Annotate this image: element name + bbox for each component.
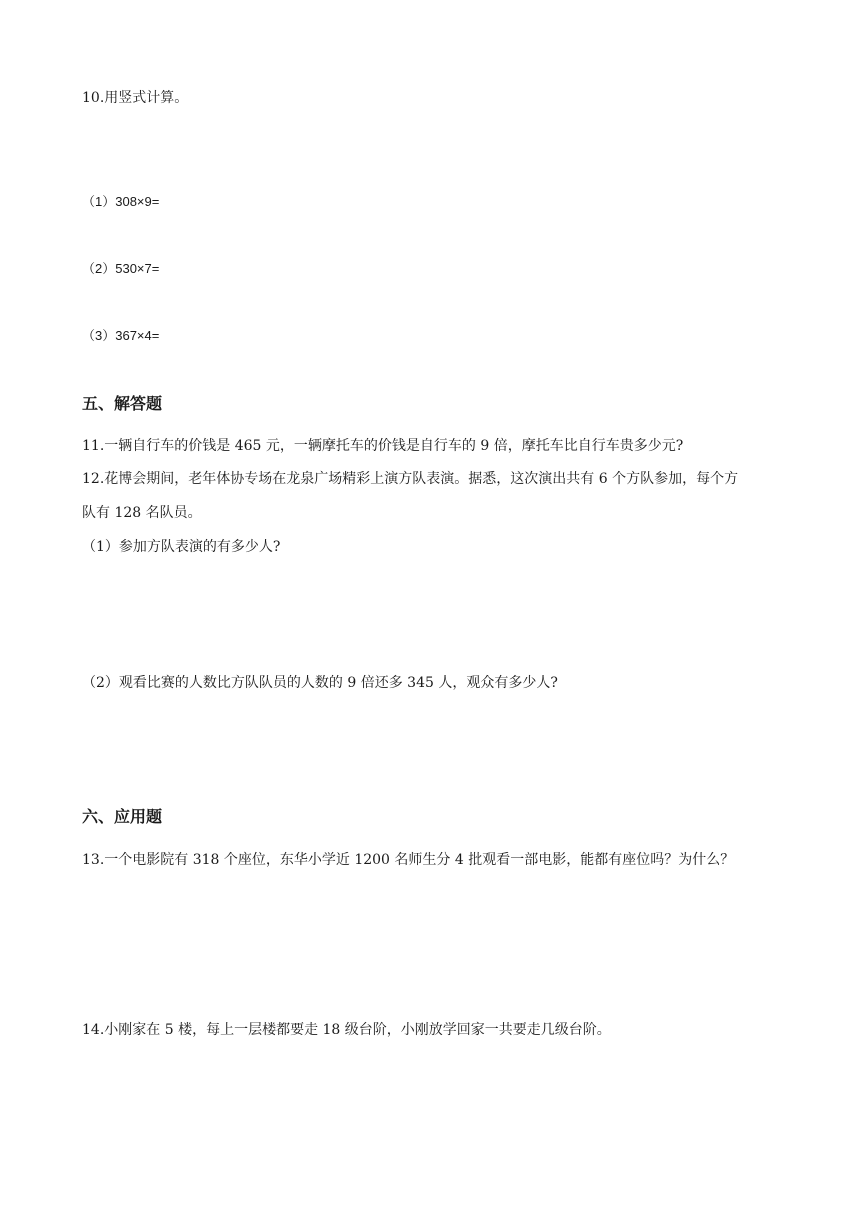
- question-12-sub-2: （2）观看比赛的人数比方队队员的人数的 9 倍还多 345 人，观众有多少人?: [82, 675, 558, 691]
- question-11-text: 11.一辆自行车的价钱是 465 元，一辆摩托车的价钱是自行车的 9 倍，摩托车比自行车贵多少元?: [82, 438, 684, 454]
- question-12-sub-1: （1）参加方队表演的有多少人?: [82, 539, 281, 555]
- section-6-heading: 六、应用题: [82, 807, 163, 826]
- question-13-text: 13.一个电影院有 318 个座位，东华小学近 1200 名师生分 4 批观看一部电影，能都有座位吗？为什么？: [82, 852, 735, 868]
- question-12-line-2: 队有 128 名队员。: [82, 505, 202, 521]
- question-10-item-2: （2）530×7=: [82, 261, 160, 276]
- question-10-title: 10.用竖式计算。: [82, 90, 189, 106]
- question-14-text: 14.小刚家在 5 楼，每上一层楼都要走 18 级台阶，小刚放学回家一共要走几级台阶。: [82, 1022, 611, 1038]
- question-12-line-1: 12.花博会期间，老年体协专场在龙泉广场精彩上演方队表演。据悉，这次演出共有 6 个方队参加，每个方: [82, 471, 739, 487]
- section-5-heading: 五、解答题: [82, 394, 163, 413]
- question-10-item-1: （1）308×9=: [82, 194, 160, 209]
- question-10-item-3: （3）367×4=: [82, 328, 160, 343]
